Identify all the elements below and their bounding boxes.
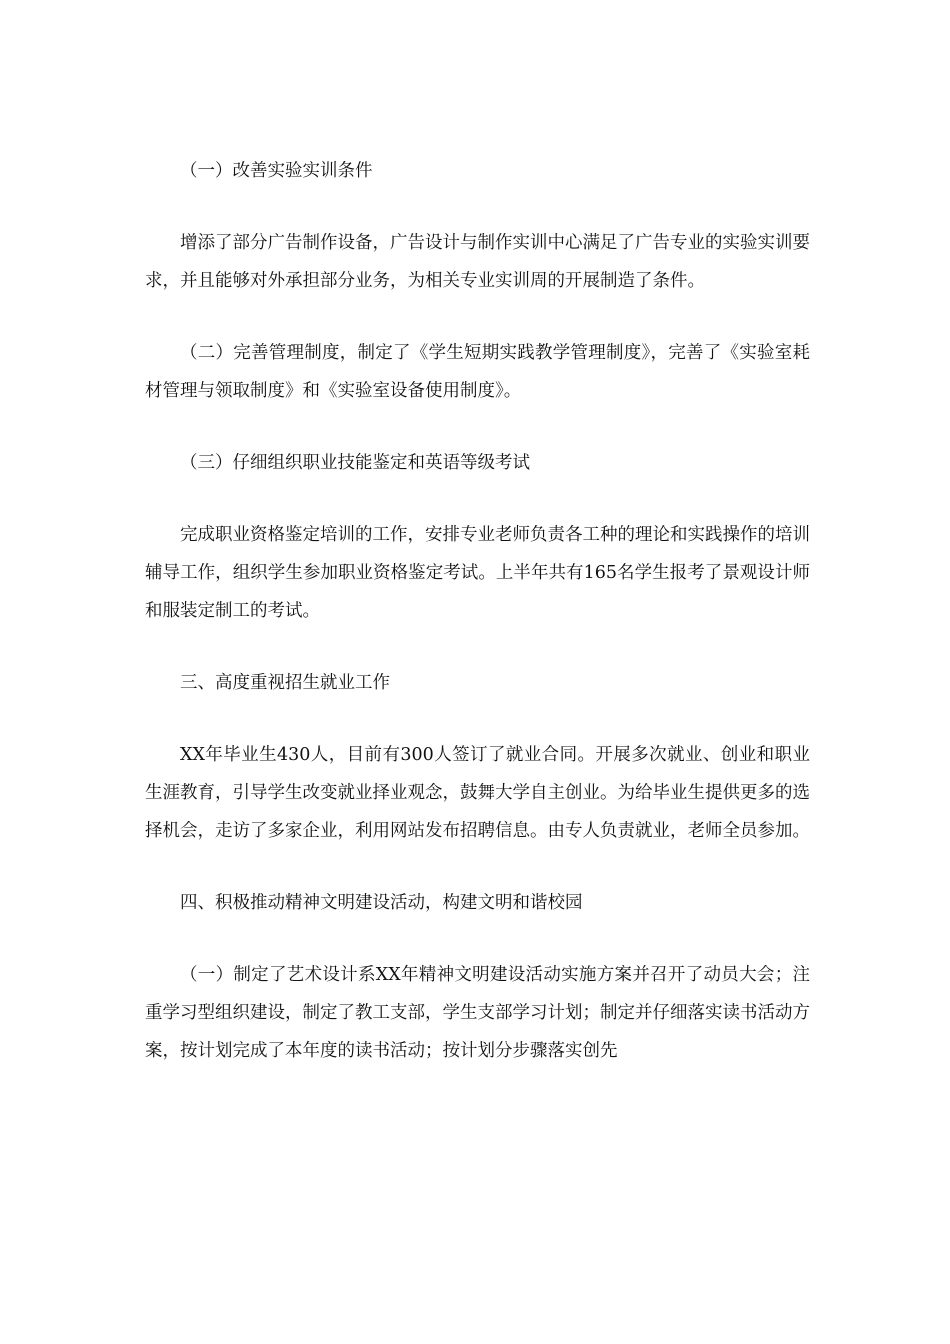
section-heading-enrollment-employment: 三、高度重视招生就业工作	[180, 673, 390, 693]
subheading-improve-training-conditions: （一）改善实验实训条件	[180, 161, 373, 181]
section-heading-spiritual-civilization: 四、积极推动精神文明建设活动，构建文明和谐校园	[180, 893, 583, 913]
paragraph-equipment: 增添了部分广告制作设备，广告设计与制作实训中心满足了广告专业的实验实训要求，并且能够对外承担部分业务，为相关专业实训周的开展制造了条件。	[145, 233, 810, 291]
paragraph-gap	[145, 630, 810, 664]
paragraph-gap	[145, 702, 810, 736]
paragraph-gap	[145, 922, 810, 956]
paragraph-gap	[145, 300, 810, 334]
paragraph-qualification-training: 完成职业资格鉴定培训的工作，安排专业老师负责各工种的理论和实践操作的培训辅导工作，组织学生参加职业资格鉴定考试。上半年共有165名学生报考了景观设计师和服装定制工的考试。	[145, 525, 810, 621]
paragraph-civilization-plan: （一）制定了艺术设计系XX年精神文明建设活动实施方案并召开了动员大会；注重学习型组织建设，制定了教工支部，学生支部学习计划；制定并仔细落实读书活动方案，按计划完成了本年度的读书活动；按计划分步骤落实创先	[145, 965, 810, 1061]
paragraph-gap	[145, 190, 810, 224]
document-body	[145, 152, 810, 1070]
paragraph-gap	[145, 850, 810, 884]
paragraph-gap	[145, 410, 810, 444]
paragraph-gap	[145, 482, 810, 516]
paragraph-graduates-employment: XX年毕业生430人，目前有300人签订了就业合同。开展多次就业、创业和职业生涯教育，引导学生改变就业择业观念，鼓舞大学自主创业。为给毕业生提供更多的选择机会，走访了多家企业，利用网站发布招聘信息。由专人负责就业，老师全员参加。	[145, 745, 810, 841]
subheading-skill-appraisal: （三）仔细组织职业技能鉴定和英语等级考试	[180, 453, 530, 473]
paragraph-management-system: （二）完善管理制度，制定了《学生短期实践教学管理制度》，完善了《实验室耗材管理与领取制度》和《实验室设备使用制度》。	[145, 343, 810, 401]
